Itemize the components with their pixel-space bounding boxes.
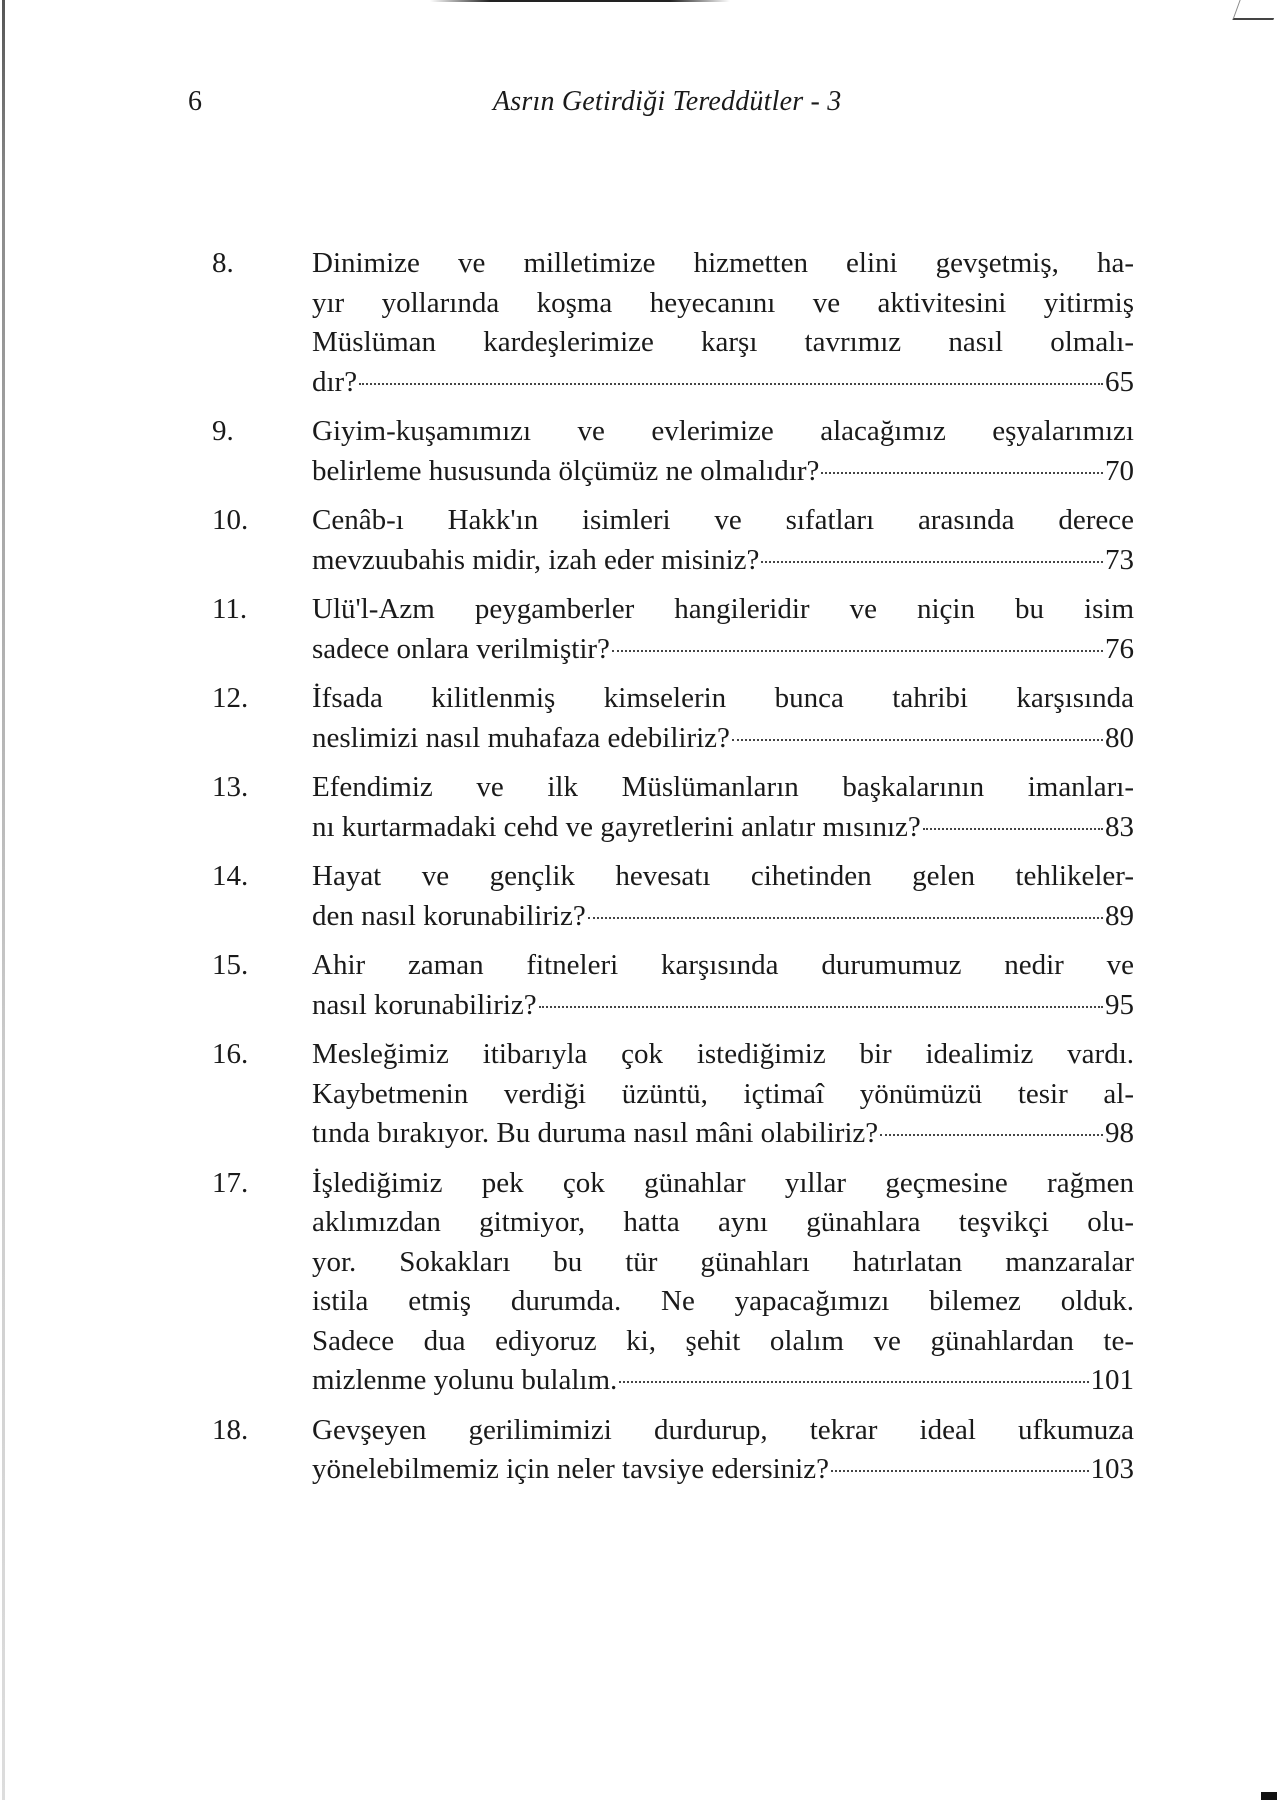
dot-leader <box>588 917 1103 919</box>
entry-title-line: dır? <box>312 365 358 398</box>
toc-entry[interactable] <box>212 1164 1134 1401</box>
entry-title-line: istila etmiş durumda. Ne yapacağımızı bilemez olduk. <box>312 1285 1134 1317</box>
entry-title-line: Ahir zaman fitneleri karşısında durumumuz nedir ve <box>312 949 1134 981</box>
dot-leader <box>539 1006 1103 1008</box>
entry-title <box>312 946 1134 1025</box>
entry-title-line: belirleme hususunda ölçümüz ne olmalıdır? <box>312 454 820 487</box>
entry-number: 11. <box>212 593 248 625</box>
scan-corner-mark-bottom <box>1261 1792 1277 1800</box>
entry-title <box>312 679 1134 758</box>
entry-title <box>312 857 1134 936</box>
entry-last-line <box>312 897 1134 937</box>
entry-title-line: Dinimize ve milletimize hizmetten elini gevşetmiş, ha- <box>312 247 1134 279</box>
toc-entry[interactable] <box>212 679 1134 758</box>
entry-title-line: yır yollarında koşma heyecanını ve aktivitesini yitirmiş <box>312 286 1134 319</box>
entry-title-line: mevzuubahis midir, izah eder misiniz? <box>312 543 760 576</box>
entry-title-line: Efendimiz ve ilk Müslümanların başkalarının imanları- <box>312 771 1134 803</box>
entry-number: 14. <box>212 860 249 892</box>
dot-leader <box>923 828 1103 830</box>
page-header <box>188 86 1188 126</box>
entry-last-line <box>312 1361 1134 1401</box>
entry-number: 8. <box>212 247 234 279</box>
entry-title-line: yor. Sokakları bu tür günahları hatırlatan manzaralar <box>312 1245 1134 1278</box>
entry-title-line: nı kurtarmadaki cehd ve gayretlerini anlatır mısınız? <box>312 810 921 843</box>
toc-entry[interactable] <box>212 244 1134 402</box>
entry-number: 12. <box>212 682 249 714</box>
entry-title-line: Mesleğimiz itibarıyla çok istediğimiz bir idealimiz vardı. <box>312 1038 1134 1070</box>
entry-title-line: mizlenme yolunu bulalım. <box>312 1364 618 1396</box>
dot-leader <box>612 650 1103 652</box>
entry-title <box>312 1411 1134 1490</box>
entry-page-number[interactable]: 65 <box>1105 365 1134 398</box>
entry-page-number[interactable]: 89 <box>1105 899 1134 932</box>
scan-corner-mark <box>1232 0 1277 20</box>
entry-last-line <box>312 986 1134 1026</box>
entry-page-number[interactable]: 73 <box>1105 543 1134 576</box>
entry-title <box>312 244 1134 402</box>
entry-number: 10. <box>212 504 249 536</box>
entry-last-line <box>312 541 1134 581</box>
entry-number: 13. <box>212 771 249 803</box>
dot-leader <box>359 383 1103 385</box>
entry-title-line: neslimizi nasıl muhafaza edebiliriz? <box>312 721 730 754</box>
page-number: 6 <box>188 86 202 117</box>
entry-last-line <box>312 719 1134 759</box>
entry-title-line: Müslüman kardeşlerimize karşı tavrımız nasıl olmalı- <box>312 326 1134 358</box>
scan-edge-top <box>430 0 730 2</box>
entry-page-number[interactable]: 98 <box>1105 1117 1134 1149</box>
dot-leader <box>732 739 1103 741</box>
running-title: Asrın Getirdiği Tereddütler - 3 <box>493 86 842 117</box>
entry-title-line: Ulü'l-Azm peygamberler hangileridir ve niçin bu isim <box>312 593 1134 625</box>
table-of-contents <box>212 244 1134 1500</box>
entry-title-line: sadece onlara verilmiştir? <box>312 632 610 665</box>
toc-entry[interactable] <box>212 412 1134 491</box>
entry-title <box>312 768 1134 847</box>
entry-title-line: nasıl korunabiliriz? <box>312 988 537 1021</box>
toc-entry[interactable] <box>212 590 1134 669</box>
entry-title <box>312 1164 1134 1401</box>
entry-number: 16. <box>212 1038 249 1070</box>
toc-entry[interactable] <box>212 501 1134 580</box>
entry-last-line <box>312 363 1134 403</box>
toc-entry[interactable] <box>212 857 1134 936</box>
entry-page-number[interactable]: 80 <box>1105 721 1134 754</box>
entry-last-line <box>312 808 1134 848</box>
entry-title-line: Cenâb-ı Hakk'ın isimleri ve sıfatları arasında derece <box>312 504 1134 536</box>
dot-leader <box>821 472 1103 474</box>
dot-leader <box>761 561 1103 563</box>
entry-title <box>312 501 1134 580</box>
dot-leader <box>880 1134 1103 1136</box>
entry-title-line: yönelebilmemiz için neler tavsiye edersiniz? <box>312 1453 829 1485</box>
entry-page-number[interactable]: 103 <box>1090 1453 1134 1485</box>
entry-last-line <box>312 1450 1134 1490</box>
toc-entry[interactable] <box>212 1035 1134 1154</box>
entry-title-line: Giyim-kuşamımızı ve evlerimize alacağımız eşyalarımızı <box>312 415 1134 447</box>
entry-title-line: Gevşeyen gerilimimizi durdurup, tekrar ideal ufkumuza <box>312 1413 1134 1446</box>
entry-title-line: İfsada kilitlenmiş kimselerin bunca tahribi karşısında <box>312 682 1134 714</box>
entry-title-line: Kaybetmenin verdiği üzüntü, içtimaî yönümüzü tesir al- <box>312 1077 1134 1110</box>
toc-entry[interactable] <box>212 946 1134 1025</box>
entry-last-line <box>312 452 1134 492</box>
entry-page-number[interactable]: 70 <box>1105 454 1134 487</box>
entry-number: 9. <box>212 415 234 447</box>
entry-title <box>312 590 1134 669</box>
entry-number: 15. <box>212 949 249 981</box>
entry-last-line <box>312 1114 1134 1154</box>
dot-leader <box>831 1470 1089 1472</box>
toc-entry[interactable] <box>212 768 1134 847</box>
entry-page-number[interactable]: 101 <box>1090 1364 1134 1396</box>
entry-page-number[interactable]: 83 <box>1105 810 1134 843</box>
entry-title-line: aklımızdan gitmiyor, hatta aynı günahlara teşvikçi olu- <box>312 1206 1134 1238</box>
entry-title-line: tında bırakıyor. Bu duruma nasıl mâni olabiliriz? <box>312 1117 879 1149</box>
entry-page-number[interactable]: 95 <box>1105 988 1134 1021</box>
entry-title <box>312 1035 1134 1154</box>
entry-page-number[interactable]: 76 <box>1105 632 1134 665</box>
entry-title-line: Sadece dua ediyoruz ki, şehit olalım ve günahlardan te- <box>312 1324 1134 1357</box>
entry-last-line <box>312 630 1134 670</box>
toc-entry[interactable] <box>212 1411 1134 1490</box>
entry-title-line: İşlediğimiz pek çok günahlar yıllar geçmesine rağmen <box>312 1166 1134 1199</box>
entry-number: 18. <box>212 1413 249 1446</box>
entry-title-line: den nasıl korunabiliriz? <box>312 899 586 932</box>
entry-title-line: Hayat ve gençlik hevesatı cihetinden gelen tehlikeler- <box>312 860 1134 892</box>
dot-leader <box>619 1381 1088 1383</box>
entry-number: 17. <box>212 1166 249 1199</box>
entry-title <box>312 412 1134 491</box>
scan-edge-left <box>2 0 5 1800</box>
